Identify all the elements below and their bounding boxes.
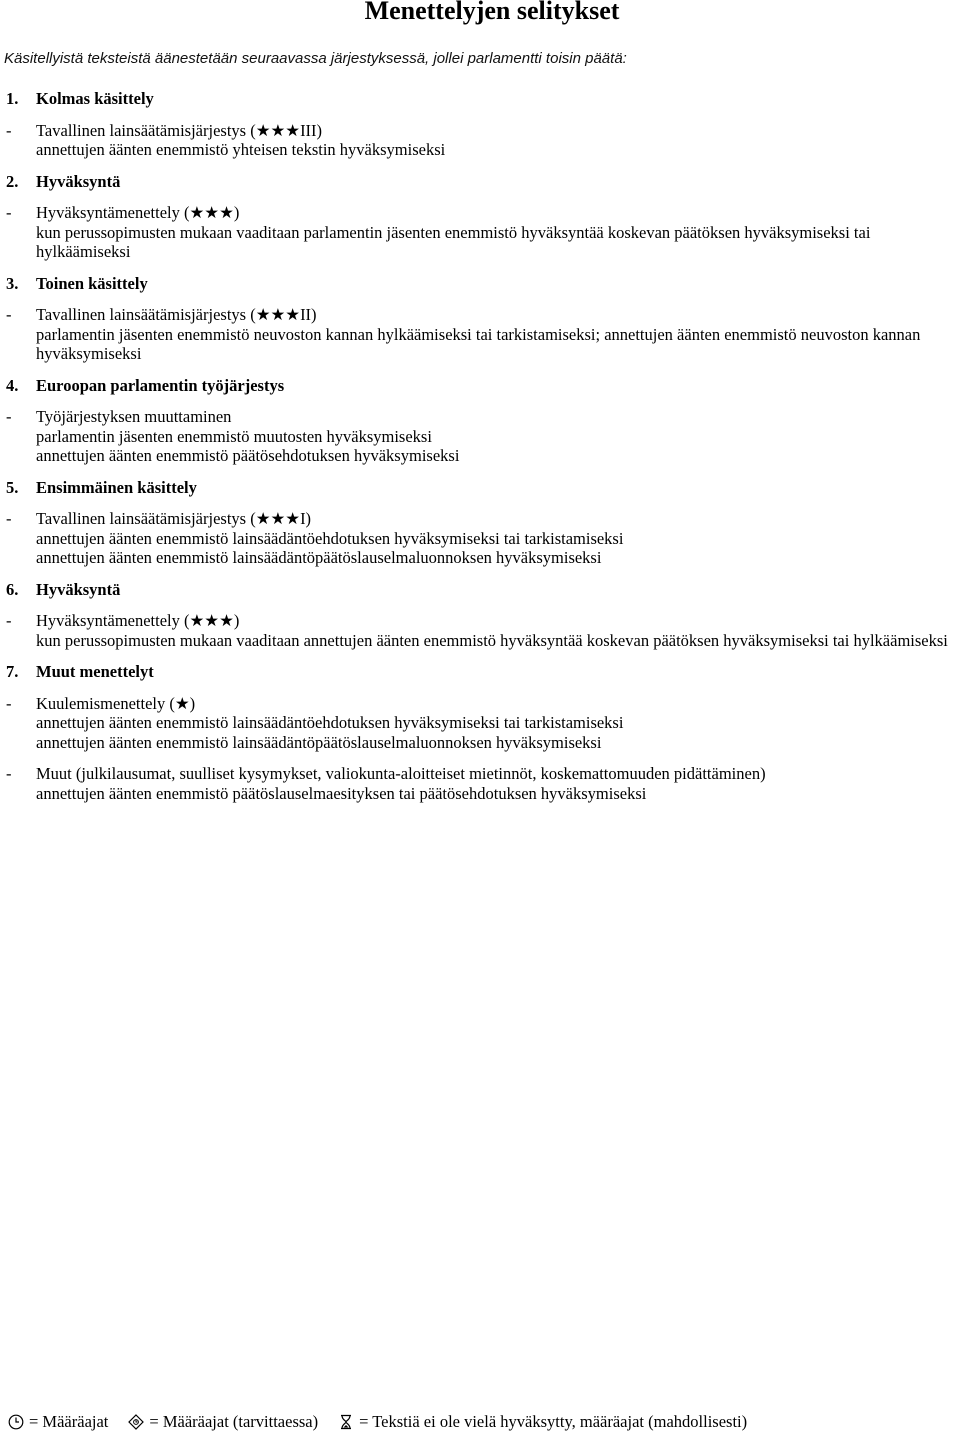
majority-rule: annettujen äänten enemmistö lainsäädäntöpäätöslauselmaluonnoksen hyväksymiseksi	[36, 548, 602, 567]
intro-text: Käsitellyistä teksteistä äänestetään seuraavassa järjestyksessä, jollei parlamentti toisin päätä:	[4, 50, 627, 67]
section	[6, 478, 960, 568]
section-heading	[6, 662, 960, 682]
section-title: Muut menettelyt	[36, 662, 154, 681]
section-number: 2.	[6, 171, 19, 191]
dash-marker: -	[6, 120, 12, 140]
procedure-name: Hyväksyntämenettely (★★★)	[36, 611, 240, 630]
section-title: Ensimmäinen käsittely	[36, 477, 197, 497]
section-number: 3.	[6, 273, 19, 293]
section-title: Euroopan parlamentin työjärjestys	[36, 375, 285, 395]
section-heading	[6, 478, 960, 498]
procedure-name: Tavallinen lainsäätämisjärjestys (★★★I)	[36, 509, 312, 528]
dash-marker: -	[6, 509, 12, 528]
majority-rule: annettujen äänten enemmistö lainsäädäntöehdotuksen hyväksymiseksi tai tarkistamiseksi	[36, 713, 624, 732]
list-item	[6, 694, 960, 753]
section	[6, 89, 960, 160]
procedure-name: Hyväksyntämenettely (★★★)	[36, 203, 240, 222]
list-item	[6, 121, 960, 160]
legend-entry	[128, 1412, 318, 1432]
majority-rule: annettujen äänten enemmistö lainsäädäntöpäätöslauselmaluonnoksen hyväksymiseksi	[36, 732, 602, 752]
hourglass-icon	[338, 1414, 354, 1430]
legend-entry	[8, 1412, 108, 1432]
procedure-name: Tavallinen lainsäätämisjärjestys (★★★III)	[36, 120, 323, 140]
dash-marker: -	[6, 611, 12, 630]
procedure-name: Kuulemismenettely (★)	[36, 693, 196, 713]
majority-rule: parlamentin jäsenten enemmistö neuvoston kannan hylkäämiseksi tai tarkistamiseksi; annettujen äänten enemmistö neuvoston kannan hyväksymiseksi	[36, 324, 921, 363]
procedure-name: Tavallinen lainsäätämisjärjestys (★★★II)	[36, 305, 317, 324]
list-item	[6, 407, 960, 466]
section-number: 6.	[6, 579, 19, 599]
legend-text: = Tekstiä ei ole vielä hyväksytty, määräajat (mahdollisesti)	[359, 1412, 748, 1431]
majority-rule: annettujen äänten enemmistö yhteisen tekstin hyväksymiseksi	[36, 140, 446, 159]
section-title: Hyväksyntä	[36, 171, 121, 191]
section	[6, 274, 960, 364]
majority-rule: kun perussopimusten mukaan vaaditaan annettujen äänten enemmistö hyväksyntää koskevan päätöksen hyväksymiseksi tai hylkäämiseksi	[36, 630, 948, 650]
section	[6, 580, 960, 651]
section	[6, 172, 960, 262]
dash-marker: -	[6, 305, 12, 324]
legend-entry	[338, 1412, 747, 1432]
section-heading	[6, 89, 960, 109]
section-heading	[6, 376, 960, 396]
list-item	[6, 611, 960, 650]
section-heading	[6, 274, 960, 294]
clock-icon	[8, 1414, 24, 1430]
legend-text: = Määräajat (tarvittaessa)	[149, 1412, 319, 1431]
diamond-icon	[128, 1414, 144, 1430]
legend-text: = Määräajat	[29, 1412, 109, 1431]
majority-rule: parlamentin jäsenten enemmistö muutosten hyväksymiseksi	[36, 426, 432, 446]
section	[6, 376, 960, 466]
legend	[8, 1412, 767, 1432]
section-heading	[6, 172, 960, 192]
list-item	[6, 509, 960, 568]
section-heading	[6, 580, 960, 600]
list-item	[6, 203, 960, 262]
dash-marker: -	[6, 764, 12, 783]
dash-marker: -	[6, 407, 12, 426]
procedure-name: Työjärjestyksen muuttaminen	[36, 407, 232, 426]
section-number: 1.	[6, 89, 19, 108]
page-title: Menettelyjen selitykset	[364, 0, 620, 25]
procedure-name: Muut (julkilausumat, suulliset kysymykset, valiokunta-aloitteiset mietinnöt, koskemattomuuden pidättäminen)	[36, 764, 766, 783]
majority-rule: kun perussopimusten mukaan vaaditaan parlamentin jäsenten enemmistö hyväksyntää koskevan päätöksen hyväksymiseksi tai hylkäämiseksi	[36, 222, 871, 261]
section	[6, 662, 960, 803]
list-item	[6, 305, 960, 364]
dash-marker: -	[6, 693, 12, 713]
section-number: 5.	[6, 477, 19, 497]
section-title: Toinen käsittely	[36, 273, 148, 293]
section-title: Hyväksyntä	[36, 579, 121, 599]
list-item	[6, 764, 960, 803]
majority-rule: annettujen äänten enemmistö päätösehdotuksen hyväksymiseksi	[36, 446, 460, 465]
section-title: Kolmas käsittely	[36, 89, 154, 108]
majority-rule: annettujen äänten enemmistö päätöslauselmaesityksen tai päätösehdotuksen hyväksymiseksi	[36, 783, 647, 803]
procedure-list	[6, 89, 960, 815]
section-number: 7.	[6, 662, 19, 681]
majority-rule: annettujen äänten enemmistö lainsäädäntöehdotuksen hyväksymiseksi tai tarkistamiseksi	[36, 528, 624, 548]
dash-marker: -	[6, 203, 12, 222]
section-number: 4.	[6, 375, 19, 395]
